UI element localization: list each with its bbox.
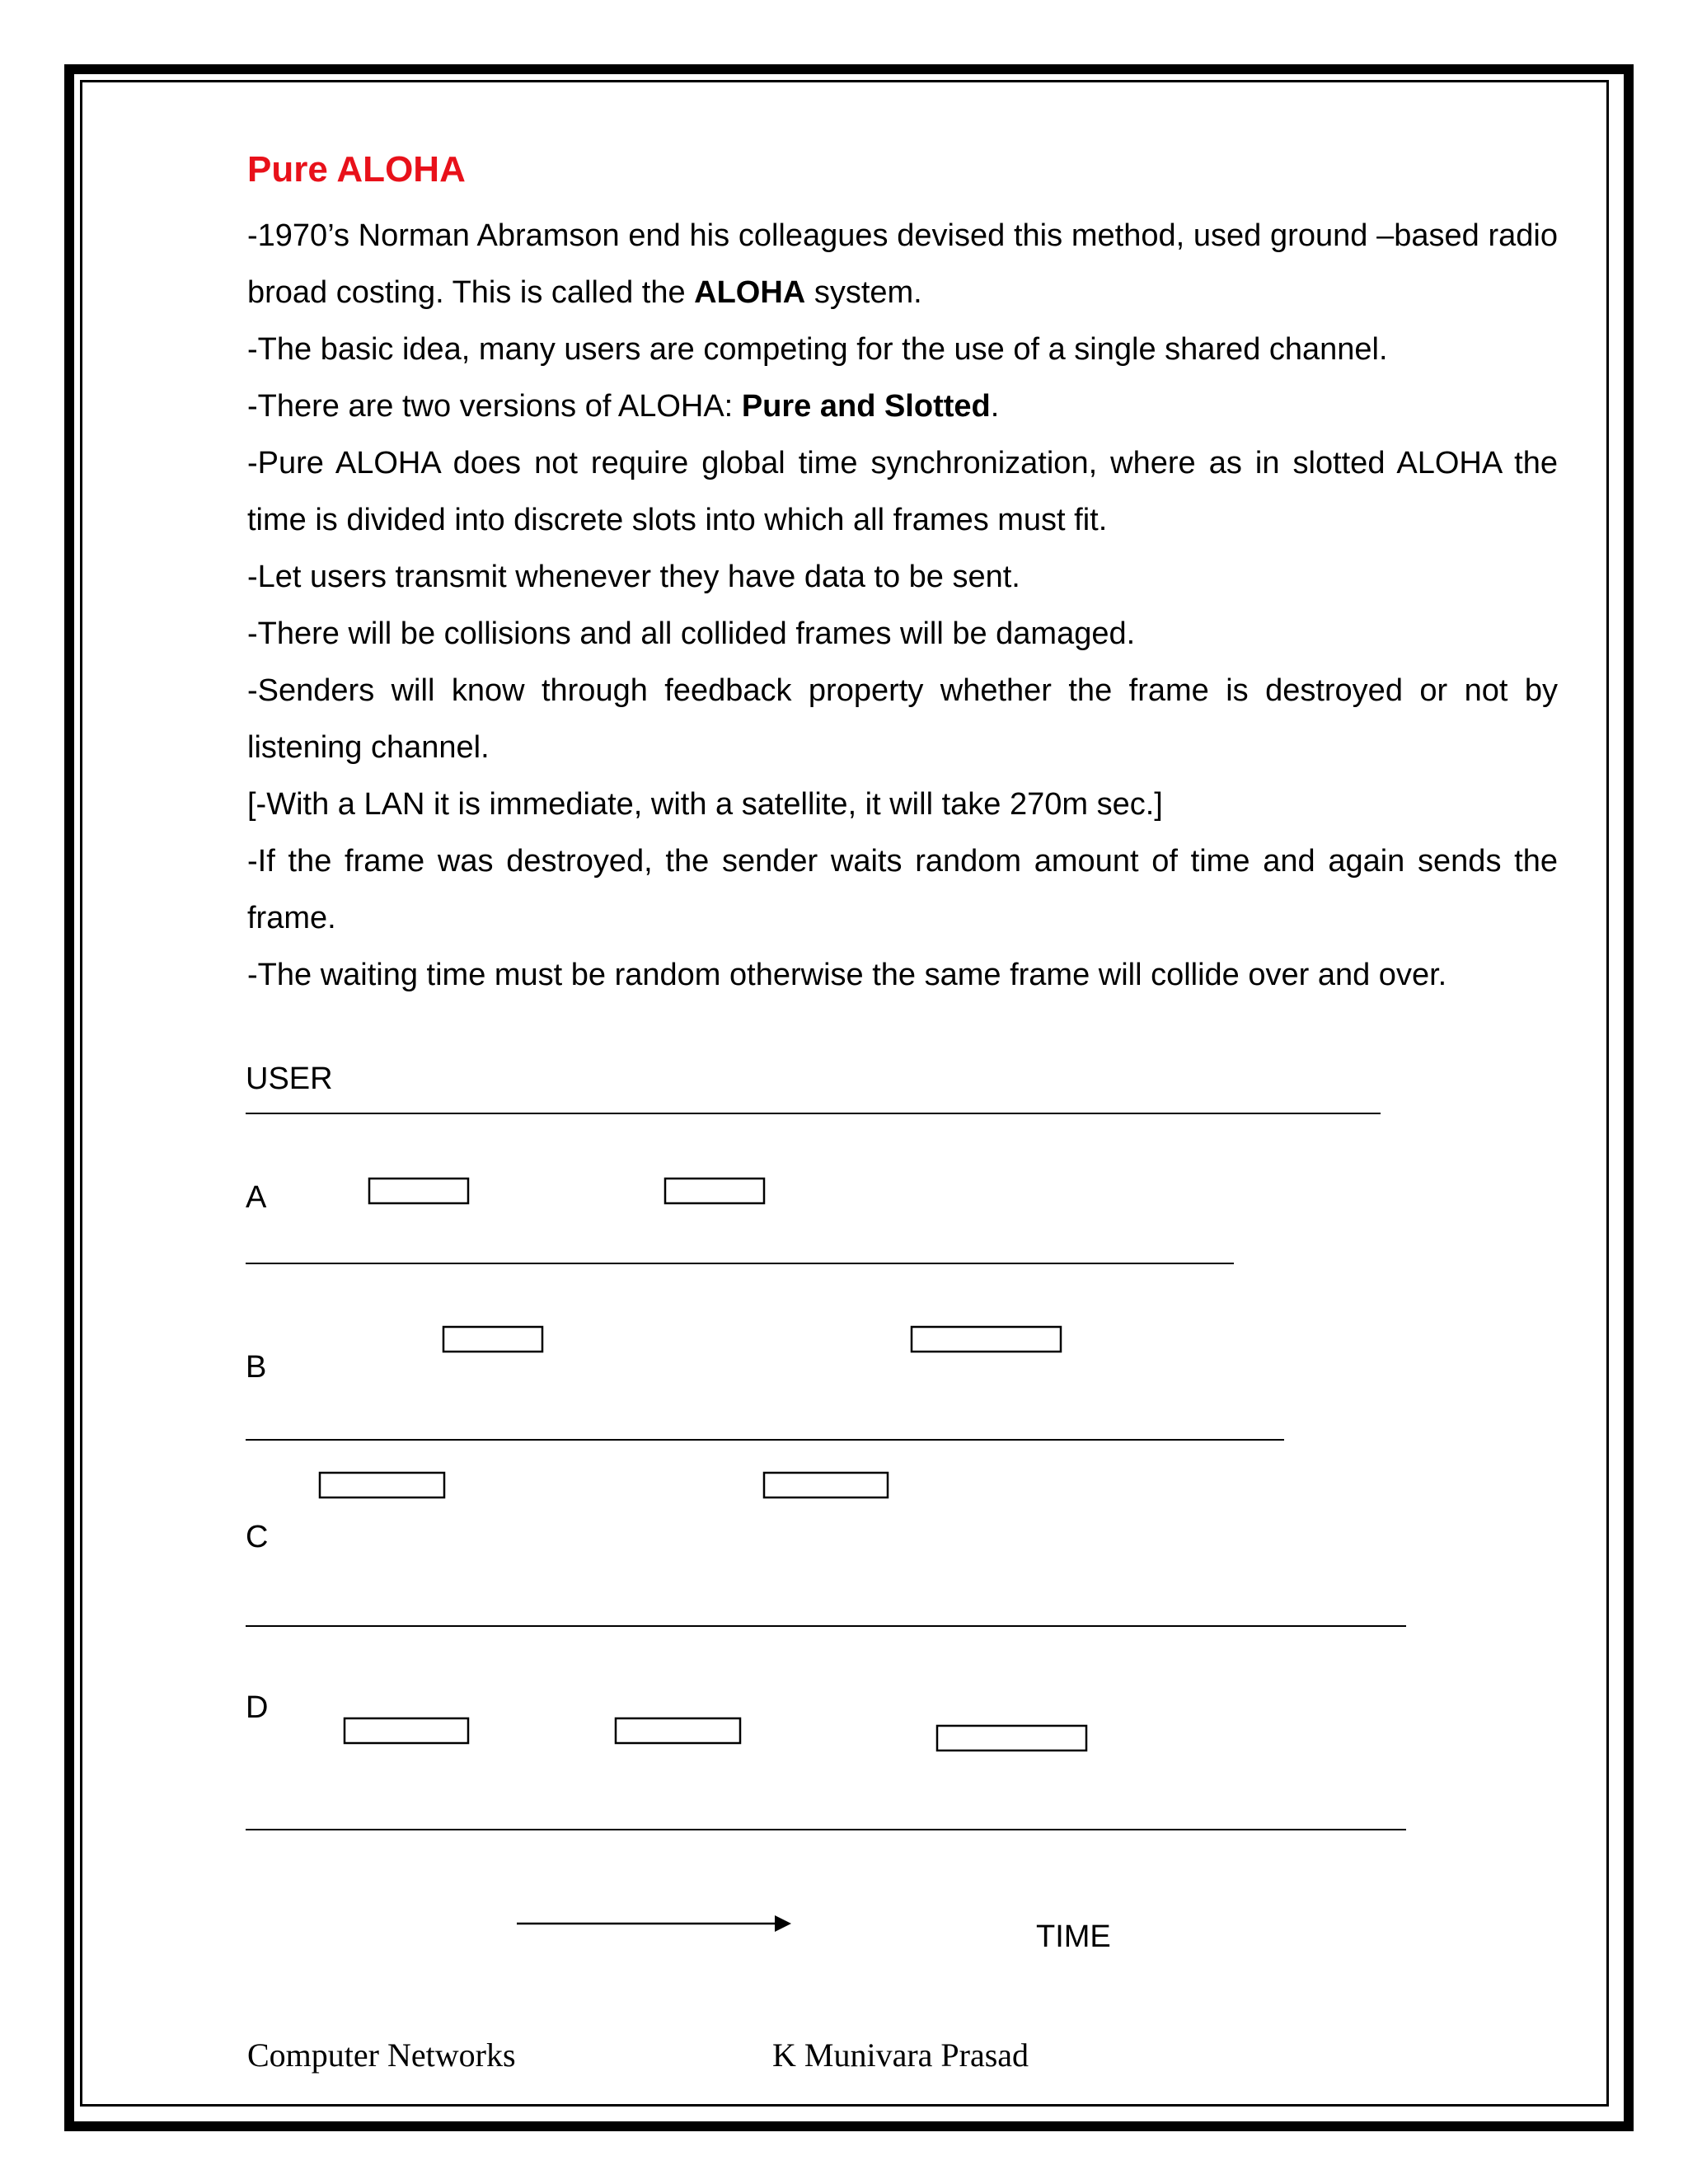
text-run: -There are two versions of ALOHA: <box>247 389 742 424</box>
user-header-label: USER <box>246 1062 333 1096</box>
frame-a-2 <box>665 1179 764 1203</box>
user-label-a: A <box>246 1180 267 1215</box>
text-run: -The waiting time must be random otherwise the same frame will collide over and over. <box>247 958 1447 992</box>
frame-d-3 <box>937 1726 1086 1750</box>
frame-b-1 <box>443 1327 542 1352</box>
user-label-d: D <box>246 1690 269 1725</box>
user-label-c: C <box>246 1520 269 1554</box>
frame-c-1 <box>320 1473 444 1497</box>
text-run: system. <box>805 275 922 310</box>
text-run: -1970’s Norman Abramson end his colleagues devised this method, used ground –based radio broad costing. This is called the <box>247 218 1558 310</box>
text-run: [-With a LAN it is immediate, with a satellite, it will take 270m sec.] <box>247 787 1163 822</box>
text-run: -There will be collisions and all collided frames will be damaged. <box>247 616 1136 651</box>
frame-d-1 <box>345 1718 468 1743</box>
footer-course: Computer Networks <box>247 2036 516 2074</box>
user-label-b: B <box>246 1350 267 1385</box>
text-run: -Senders will know through feedback property whether the frame is destroyed or not by listening channel. <box>247 673 1558 765</box>
bold-text: ALOHA <box>694 275 806 310</box>
frame-b-2 <box>912 1327 1061 1352</box>
frame-a-1 <box>369 1179 468 1203</box>
footer-author: K Munivara Prasad <box>772 2036 1029 2074</box>
frame-c-2 <box>764 1473 888 1497</box>
text-run: -Let users transmit whenever they have data to be sent. <box>247 560 1020 594</box>
text-run: -If the frame was destroyed, the sender waits random amount of time and again sends the frame. <box>247 844 1558 935</box>
page-title: Pure ALOHA <box>247 149 466 190</box>
bold-text: Pure and Slotted <box>741 389 991 424</box>
time-arrow-head <box>775 1915 791 1932</box>
text-run: -The basic idea, many users are competing for the use of a single shared channel. <box>247 332 1388 367</box>
frame-d-2 <box>616 1718 740 1743</box>
text-run: . <box>990 389 1000 424</box>
text-run: -Pure ALOHA does not require global time synchronization, where as in slotted ALOHA the time is divided into discrete slots into which all frames must fit. <box>247 446 1558 537</box>
time-label: TIME <box>1036 1919 1111 1954</box>
